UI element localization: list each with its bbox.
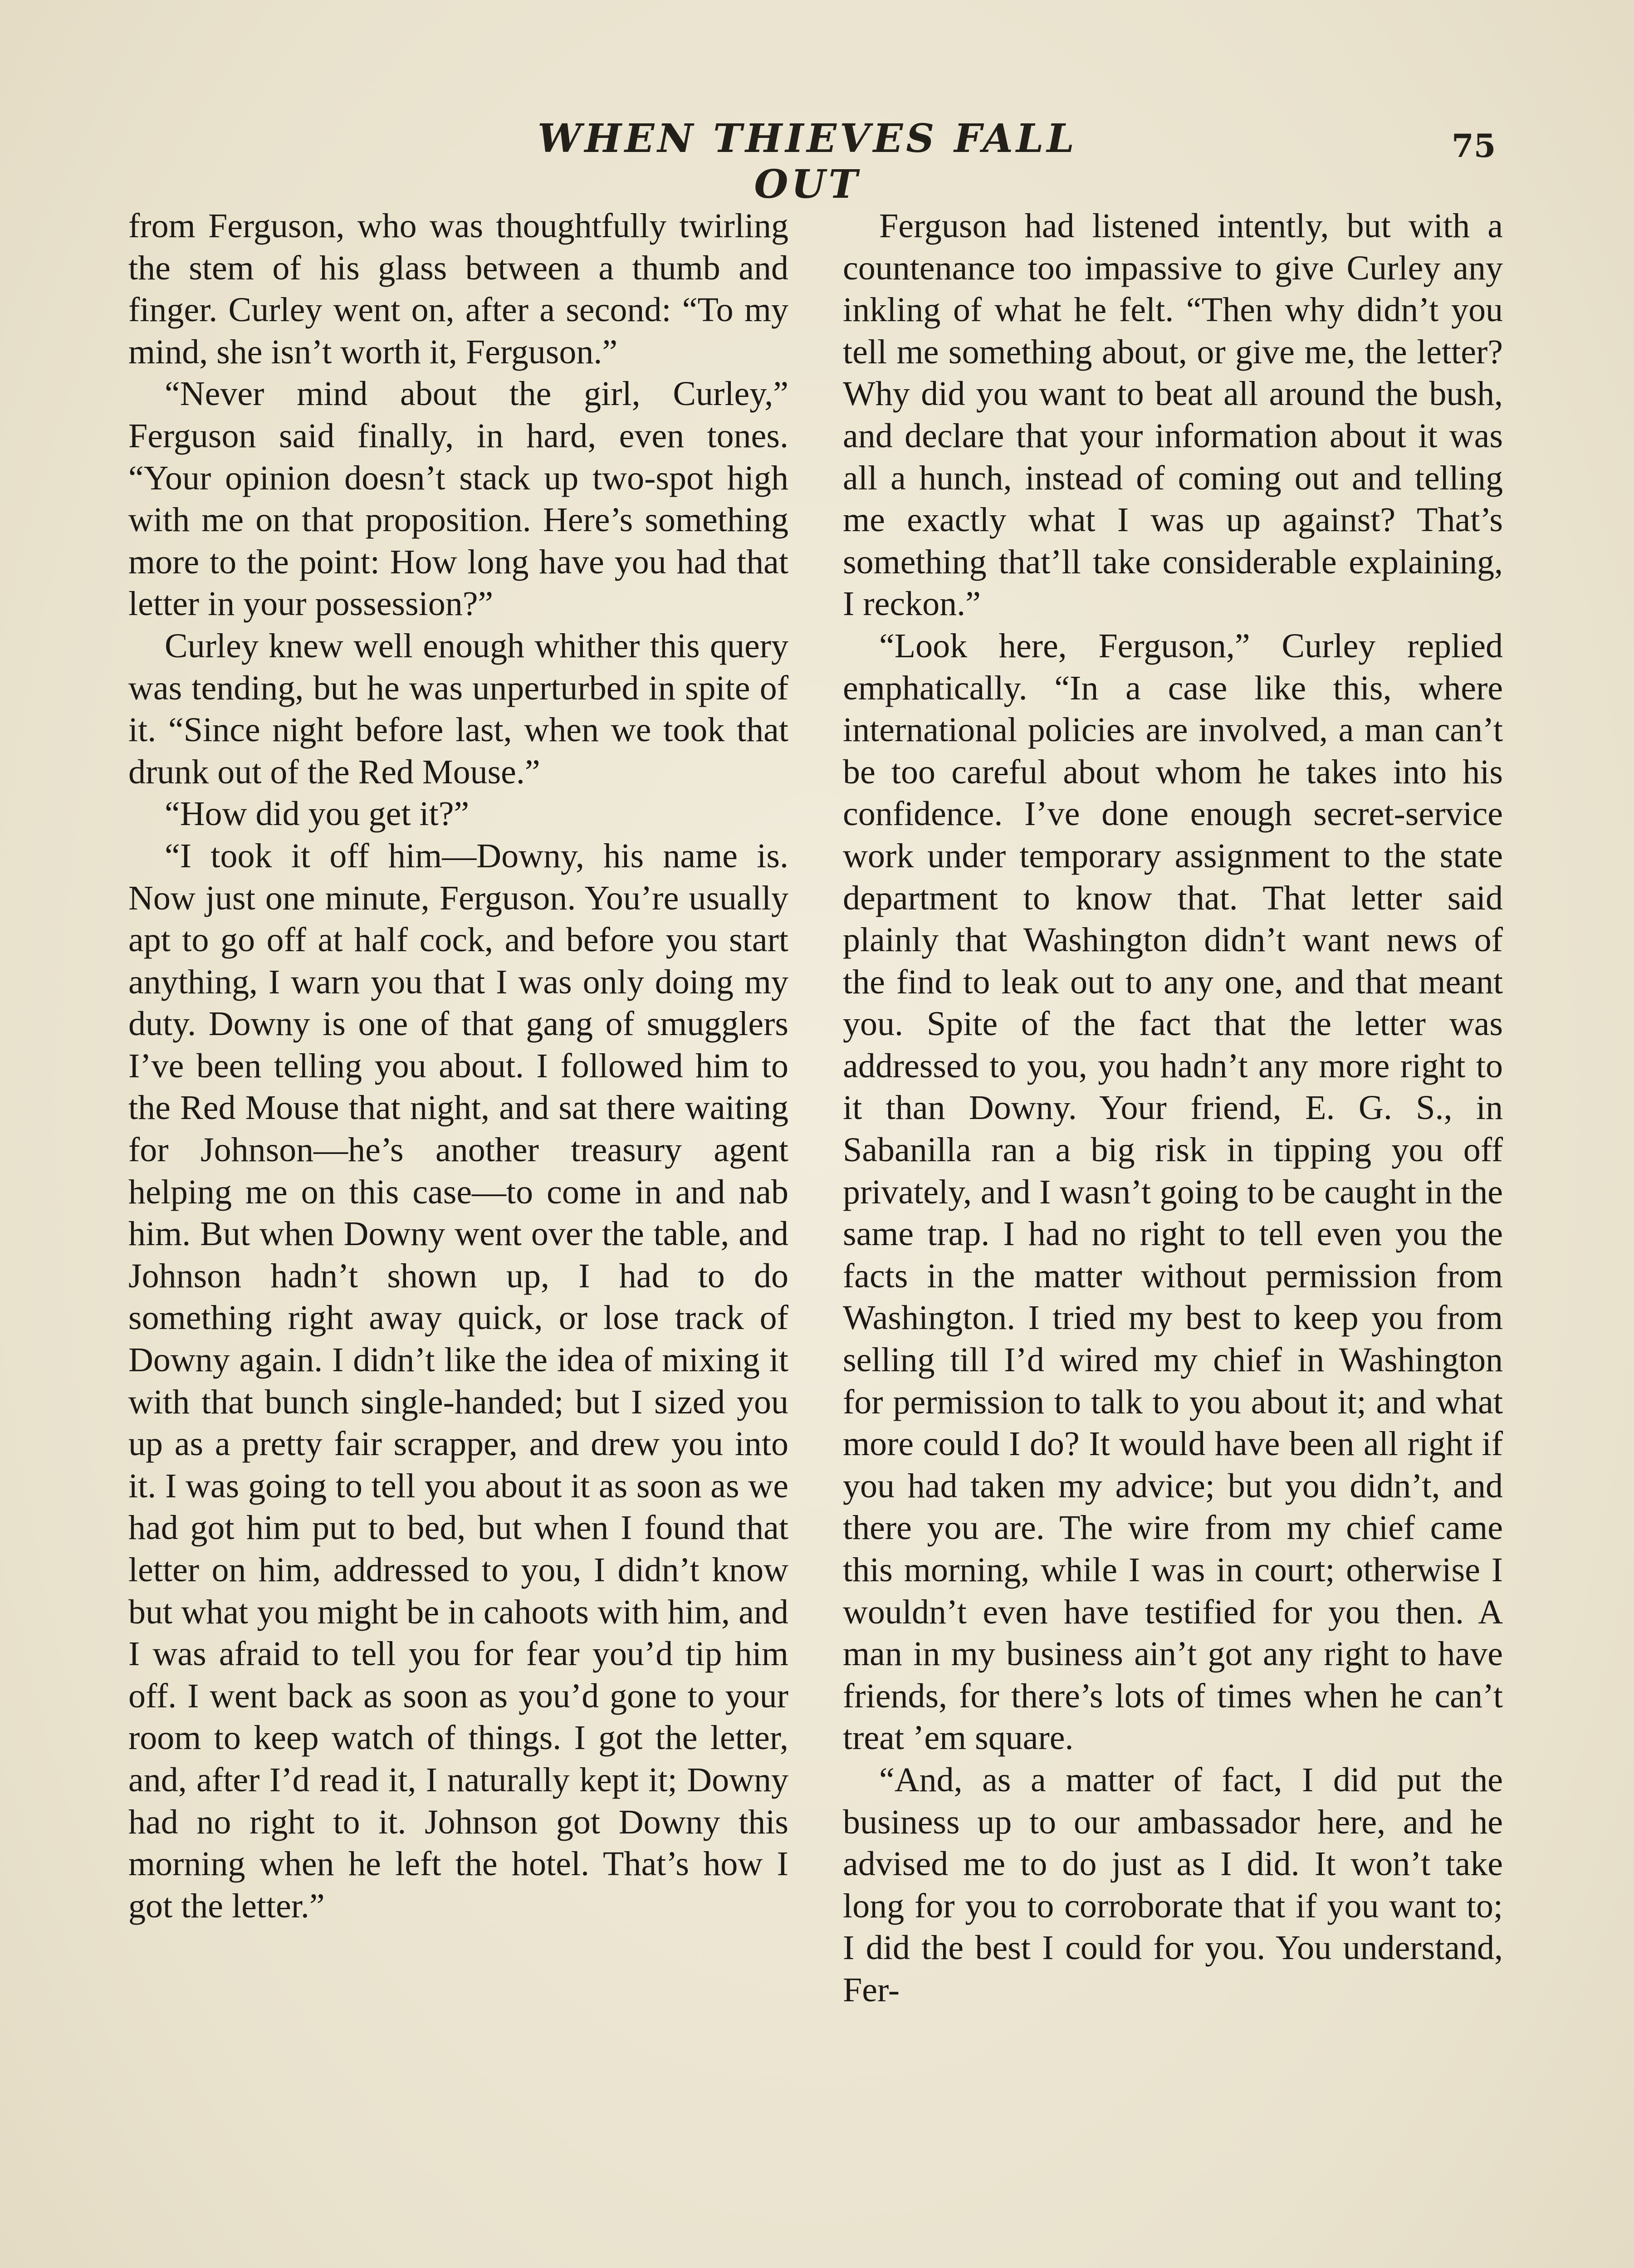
paragraph: “Never mind about the girl, Curley,” Ferguson said finally, in hard, even tones. “Your opinion doesn’t stack up two-spot high with me on that proposition. Here’s something more to the point: How long have you had that letter in your possession?” [128,375,788,623]
paragraph: “I took it off him—Downy, his name is. Now just one minute, Ferguson. You’re usually apt to go off at half cock, and before you start anything, I warn you that I was only doing my duty. Downy is one of that gang of smugglers I’ve been telling you about. I followed him to the Red Mouse that night, and sat there waiting for Johnson—he’s another treasury agent helping me on this case—to come in and nab him. But when Downy went over the table, and Johnson hadn’t shown up, I had to do something right away quick, or lose track of Downy again. I didn’t like the idea of mixing it with that bunch single-handed; but I sized you up as a pretty fair scrapper, and drew you into it. I was going to tell you about it as soon as we had got him put to bed, but when I found that letter on him, addressed to you, I didn’t know but what you might be in cahoots with him, and I was afraid to tell you for fear you’d tip him off. I went back as soon as you’d gone to your room to keep watch of things. I got the letter, and, after I’d read it, I naturally kept it; Downy had no right to it. Johnson got Downy this morning when he left the hotel. That’s how I got the letter.” [128,836,788,1925]
paragraph: Ferguson had listened intently, but with a countenance too impassive to give Curley any inkling of what he felt. “Then why didn’t you tell me something about, or give me, the letter? Why did you want to beat all around the bush, and declare that your information about it was all a hunch, instead of coming out and telling me exactly what I was up against? That’s something that’ll take considerable explaining, I reckon.” [843,207,1503,623]
left-column [128,205,788,1927]
paragraph: from Ferguson, who was thoughtfully twirling the stem of his glass between a thumb and finger. Curley went on, after a second: “To my mind, she isn’t worth it, Ferguson.” [128,207,788,371]
page-number: 75 [1452,127,1496,165]
page-header [0,116,1634,207]
right-column [843,205,1503,2011]
paragraph: “How did you get it?” [165,795,470,833]
paragraph: Curley knew well enough whither this query was tending, but he was unperturbed in spite of it. “Since night before last, when we took that drunk out of the Red Mouse.” [128,626,788,791]
paragraph: “Look here, Ferguson,” Curley replied emphatically. “In a case like this, where international policies are involved, a man can’t be too careful about whom he takes into his confidence. I’ve done enough secret-service work under temporary assignment to the state department to know that. That letter said plainly that Washington didn’t want news of the find to leak out to any one, and that meant you. Spite of the fact that the letter was addressed to you, you hadn’t any more right to it than Downy. Your friend, E. G. S., in Sabanilla ran a big risk in tipping you off privately, and I wasn’t going to be caught in the same trap. I had no right to tell even you the facts in the matter without permission from Washington. I tried my best to keep you from selling till I’d wired my chief in Washington for permission to talk to you about it; and what more could I do? It would have been all right if you had taken my advice; but you didn’t, and there you are. The wire from my chief came this morning, while I was in court; otherwise I wouldn’t even have testified for you then. A man in my business ain’t got any right to have friends, for there’s lots of times when he can’t treat ’em square. [843,626,1503,1757]
running-head: WHEN THIEVES FALL OUT [538,116,1077,207]
paragraph: “And, as a matter of fact, I did put the business up to our ambassador here, and he advised me to do just as I did. It won’t take long for you to corroborate that if you want to; I did the best I could for you. You understand, Fer- [843,1760,1503,2009]
